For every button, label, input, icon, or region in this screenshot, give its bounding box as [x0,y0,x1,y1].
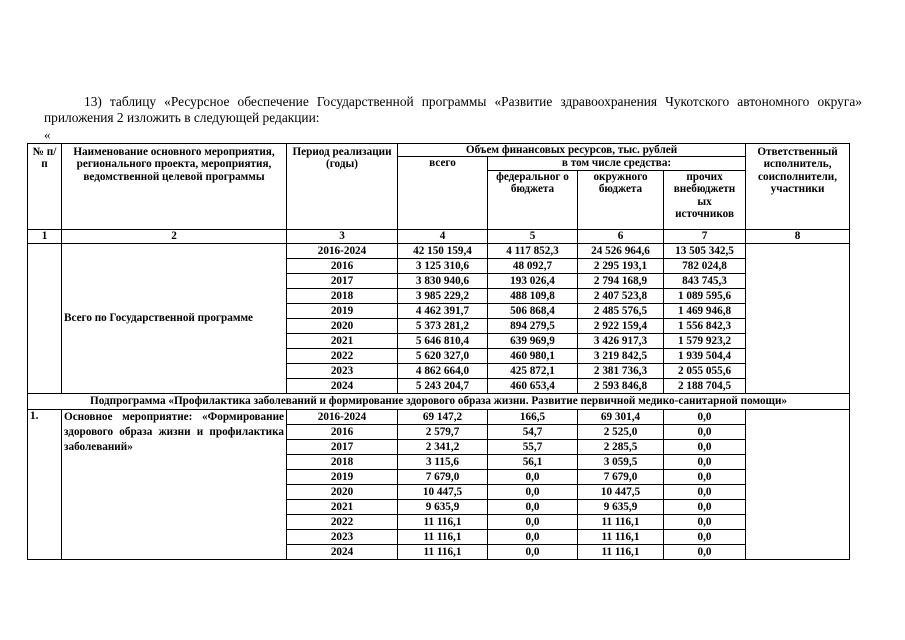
federal-cell: 0,0 [488,484,578,499]
resource-table [27,143,850,560]
column-numbers-row [28,229,850,243]
federal-cell: 460 653,4 [488,378,578,393]
table-row [28,243,850,258]
header-name: Наименование основного мероприятия, регионального проекта, мероприятия, ведомственной целевой программы [62,144,287,230]
district-cell: 9 635,9 [578,499,664,514]
total-cell: 9 635,9 [398,499,488,514]
total-cell: 5 373 281,2 [398,318,488,333]
total-cell: 3 125 310,6 [398,258,488,273]
other-cell: 0,0 [664,514,746,529]
responsible-cell [746,243,850,393]
period-cell: 2023 [287,529,398,544]
header-federal: федеральног о бюджета [488,170,578,229]
period-cell: 2024 [287,378,398,393]
period-cell: 2019 [287,303,398,318]
total-cell: 5 620 327,0 [398,348,488,363]
total-cell: 2 341,2 [398,439,488,454]
header-responsible: Ответственный исполнитель, соисполнители, участники [746,144,850,230]
federal-cell: 0,0 [488,469,578,484]
federal-cell: 0,0 [488,529,578,544]
other-cell: 0,0 [664,544,746,559]
row-label: Всего по Государственной программе [62,243,287,393]
federal-cell: 506 868,4 [488,303,578,318]
district-cell: 2 285,5 [578,439,664,454]
period-cell: 2023 [287,363,398,378]
table-row [28,409,850,424]
other-cell: 1 939 504,4 [664,348,746,363]
period-cell: 2019 [287,469,398,484]
federal-cell: 193 026,4 [488,273,578,288]
total-cell: 69 147,2 [398,409,488,424]
opening-quote: « [44,127,51,142]
total-cell: 10 447,5 [398,484,488,499]
total-cell: 11 116,1 [398,544,488,559]
col-number: 5 [488,229,578,243]
district-cell: 11 116,1 [578,544,664,559]
other-cell: 2 055 055,6 [664,363,746,378]
total-cell: 3 830 940,6 [398,273,488,288]
period-cell: 2018 [287,454,398,469]
total-cell: 11 116,1 [398,514,488,529]
district-cell: 3 426 917,3 [578,333,664,348]
total-cell: 3 985 229,2 [398,288,488,303]
federal-cell: 4 117 852,3 [488,243,578,258]
period-cell: 2016-2024 [287,409,398,424]
other-cell: 0,0 [664,454,746,469]
district-cell: 3 059,5 [578,454,664,469]
total-cell: 42 150 159,4 [398,243,488,258]
period-cell: 2022 [287,348,398,363]
row-number [28,243,62,393]
other-cell: 0,0 [664,424,746,439]
other-cell: 0,0 [664,484,746,499]
district-cell: 11 116,1 [578,514,664,529]
col-number: 1 [28,229,62,243]
period-cell: 2016-2024 [287,243,398,258]
federal-cell: 894 279,5 [488,318,578,333]
col-number: 6 [578,229,664,243]
row-label: Основное мероприятие: «Формирование здорового образа жизни и профилактика заболеваний» [62,409,287,559]
period-cell: 2017 [287,273,398,288]
col-number: 7 [664,229,746,243]
other-cell: 0,0 [664,439,746,454]
federal-cell: 639 969,9 [488,333,578,348]
district-cell: 10 447,5 [578,484,664,499]
col-number: 8 [746,229,850,243]
other-cell: 1 469 946,8 [664,303,746,318]
district-cell: 24 526 964,6 [578,243,664,258]
period-cell: 2016 [287,424,398,439]
district-cell: 2 593 846,8 [578,378,664,393]
header-total: всего [398,157,488,229]
header-period: Период реализации (годы) [287,144,398,230]
federal-cell: 56,1 [488,454,578,469]
district-cell: 2 794 168,9 [578,273,664,288]
period-cell: 2020 [287,484,398,499]
other-cell: 0,0 [664,529,746,544]
subprogram-title: Подпрограмма «Профилактика заболеваний и формирование здорового образа жизни. Развитие первичной медико-санитарной помощи» [28,393,850,409]
district-cell: 11 116,1 [578,529,664,544]
district-cell: 2 381 736,3 [578,363,664,378]
total-cell: 11 116,1 [398,529,488,544]
federal-cell: 166,5 [488,409,578,424]
federal-cell: 54,7 [488,424,578,439]
header-district: окружного бюджета [578,170,664,229]
period-cell: 2016 [287,258,398,273]
district-cell: 2 407 523,8 [578,288,664,303]
federal-cell: 488 109,8 [488,288,578,303]
total-cell: 4 462 391,7 [398,303,488,318]
district-cell: 2 525,0 [578,424,664,439]
federal-cell: 0,0 [488,499,578,514]
responsible-cell [746,409,850,559]
other-cell: 1 556 842,3 [664,318,746,333]
header-other: прочих внебюджетн ых источников [664,170,746,229]
intro-paragraph: 13) таблицу «Ресурсное обеспечение Государственной программы «Развитие здравоохранения Чукотского автономного округа» приложения 2 изложить в следующей редакции: [44,94,862,125]
header-including: в том числе средства: [488,157,746,170]
district-cell: 69 301,4 [578,409,664,424]
row-number: 1. [28,409,62,559]
subprogram-row [28,393,850,409]
other-cell: 0,0 [664,499,746,514]
period-cell: 2018 [287,288,398,303]
federal-cell: 0,0 [488,544,578,559]
total-cell: 5 646 810,4 [398,333,488,348]
other-cell: 2 188 704,5 [664,378,746,393]
federal-cell: 425 872,1 [488,363,578,378]
district-cell: 2 485 576,5 [578,303,664,318]
total-cell: 5 243 204,7 [398,378,488,393]
federal-cell: 48 092,7 [488,258,578,273]
other-cell: 843 745,3 [664,273,746,288]
period-cell: 2021 [287,333,398,348]
total-cell: 2 579,7 [398,424,488,439]
district-cell: 3 219 842,5 [578,348,664,363]
district-cell: 2 922 159,4 [578,318,664,333]
other-cell: 782 024,8 [664,258,746,273]
period-cell: 2024 [287,544,398,559]
total-cell: 3 115,6 [398,454,488,469]
district-cell: 7 679,0 [578,469,664,484]
federal-cell: 460 980,1 [488,348,578,363]
header-no: № п/п [28,144,62,230]
col-number: 2 [62,229,287,243]
total-cell: 4 862 664,0 [398,363,488,378]
other-cell: 1 089 595,6 [664,288,746,303]
header-volume: Объем финансовых ресурсов, тыс. рублей [398,144,746,157]
col-number: 4 [398,229,488,243]
period-cell: 2017 [287,439,398,454]
other-cell: 1 579 923,2 [664,333,746,348]
other-cell: 0,0 [664,409,746,424]
period-cell: 2022 [287,514,398,529]
total-cell: 7 679,0 [398,469,488,484]
federal-cell: 0,0 [488,514,578,529]
col-number: 3 [287,229,398,243]
district-cell: 2 295 193,1 [578,258,664,273]
federal-cell: 55,7 [488,439,578,454]
other-cell: 0,0 [664,469,746,484]
period-cell: 2021 [287,499,398,514]
period-cell: 2020 [287,318,398,333]
other-cell: 13 505 342,5 [664,243,746,258]
